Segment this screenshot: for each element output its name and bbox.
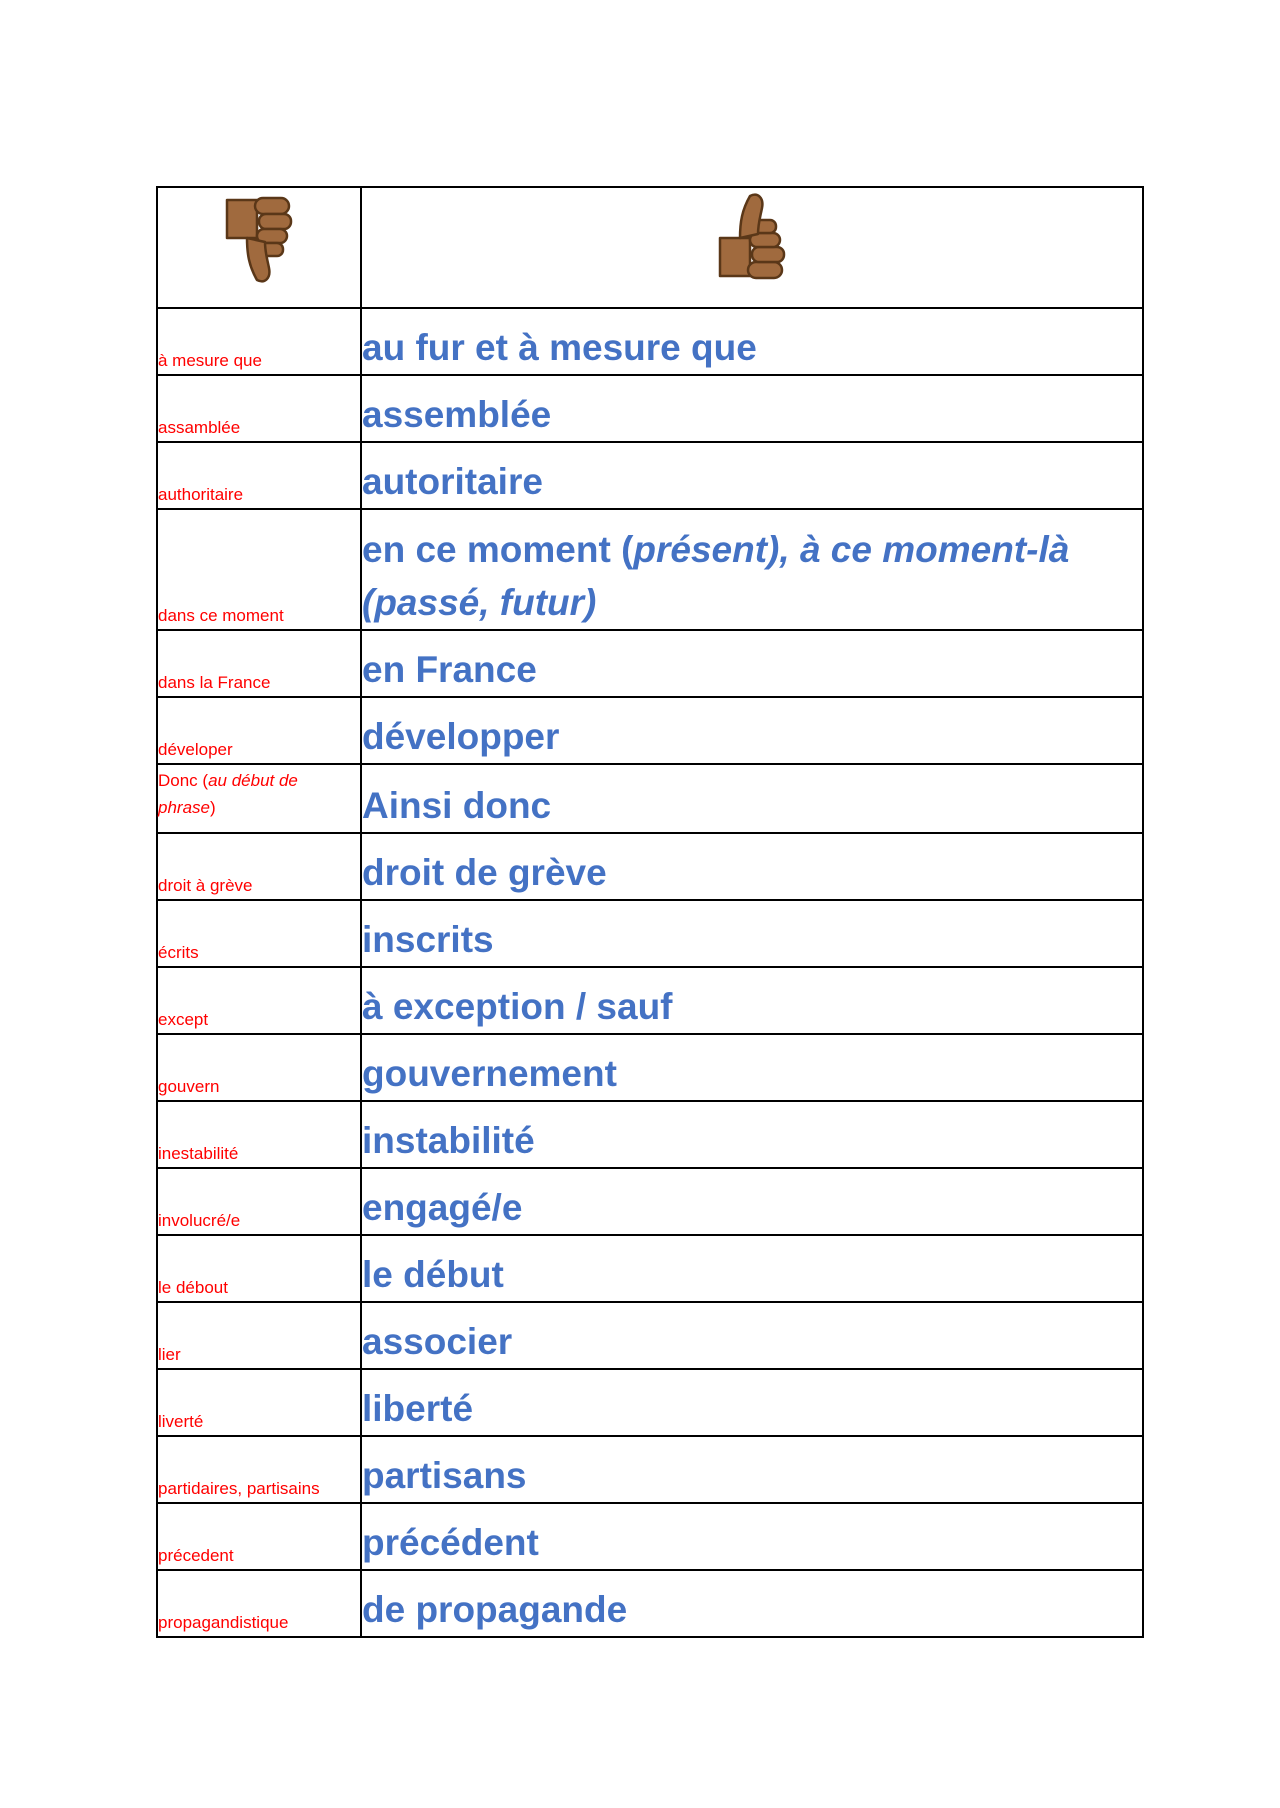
table-row [157, 375, 1143, 442]
wrong-term: inestabilité [157, 1101, 361, 1168]
table-row [157, 1302, 1143, 1369]
wrong-term: le débout [157, 1235, 361, 1302]
wrong-term-part: Donc ( [158, 771, 209, 790]
correct-term: liberté [361, 1369, 1143, 1436]
correct-term: le début [361, 1235, 1143, 1302]
table-row [157, 442, 1143, 509]
wrong-term: précedent [157, 1503, 361, 1570]
wrong-term: dans la France [157, 630, 361, 697]
correct-term: en France [361, 630, 1143, 697]
table-row [157, 1570, 1143, 1637]
table-row [157, 1034, 1143, 1101]
table-row [157, 900, 1143, 967]
wrong-term: gouvern [157, 1034, 361, 1101]
thumbs-up-icon [710, 192, 794, 287]
correction-sheet [156, 186, 1142, 1638]
correct-term: associer [361, 1302, 1143, 1369]
table-row [157, 833, 1143, 900]
correct-term: engagé/e [361, 1168, 1143, 1235]
wrong-term: écrits [157, 900, 361, 967]
correct-term-part: en ce moment ( [362, 529, 634, 570]
table-row [157, 1369, 1143, 1436]
correct-term: de propagande [361, 1570, 1143, 1637]
table-header-row [157, 187, 1143, 308]
wrong-term: déveloper [157, 697, 361, 764]
correct-term: précédent [361, 1503, 1143, 1570]
wrong-term: partidaires, partisains [157, 1436, 361, 1503]
table-row [157, 1503, 1143, 1570]
wrong-term: liverté [157, 1369, 361, 1436]
wrong-term-note: phrase [158, 798, 210, 817]
correct-term: au fur et à mesure que [361, 308, 1143, 375]
table-row [157, 1101, 1143, 1168]
wrong-term: except [157, 967, 361, 1034]
wrong-term: assamblée [157, 375, 361, 442]
wrong-term: droit à grève [157, 833, 361, 900]
wrong-term-part: ) [209, 798, 216, 817]
wrong-term: involucré/e [157, 1168, 361, 1235]
wrong-term-note: au début de [208, 771, 298, 790]
correct-term-note: (passé, futur) [362, 582, 597, 623]
correct-term: inscrits [361, 900, 1143, 967]
wrong-term [157, 764, 361, 833]
table-row [157, 308, 1143, 375]
correct-term: à exception / sauf [361, 967, 1143, 1034]
thumbs-down-icon [217, 194, 301, 289]
correct-term [361, 509, 1143, 630]
correct-term: instabilité [361, 1101, 1143, 1168]
table-row [157, 1235, 1143, 1302]
correct-term: autoritaire [361, 442, 1143, 509]
table-row [157, 630, 1143, 697]
table-row [157, 1168, 1143, 1235]
wrong-term: à mesure que [157, 308, 361, 375]
correct-term: développer [361, 697, 1143, 764]
header-cell-wrong [157, 187, 361, 308]
table-row [157, 1436, 1143, 1503]
table-row [157, 967, 1143, 1034]
wrong-term: dans ce moment [157, 509, 361, 630]
header-cell-right [361, 187, 1143, 308]
table-row [157, 764, 1143, 833]
correct-term: droit de grève [361, 833, 1143, 900]
wrong-term: authoritaire [157, 442, 361, 509]
table-row [157, 509, 1143, 630]
correct-term: gouvernement [361, 1034, 1143, 1101]
table-row [157, 697, 1143, 764]
wrong-term: propagandistique [157, 1570, 361, 1637]
correct-term: Ainsi donc [361, 764, 1143, 833]
correction-table [156, 186, 1144, 1638]
correct-term-note: présent), à ce moment-là [633, 529, 1070, 570]
correct-term: partisans [361, 1436, 1143, 1503]
correct-term: assemblée [361, 375, 1143, 442]
wrong-term: lier [157, 1302, 361, 1369]
